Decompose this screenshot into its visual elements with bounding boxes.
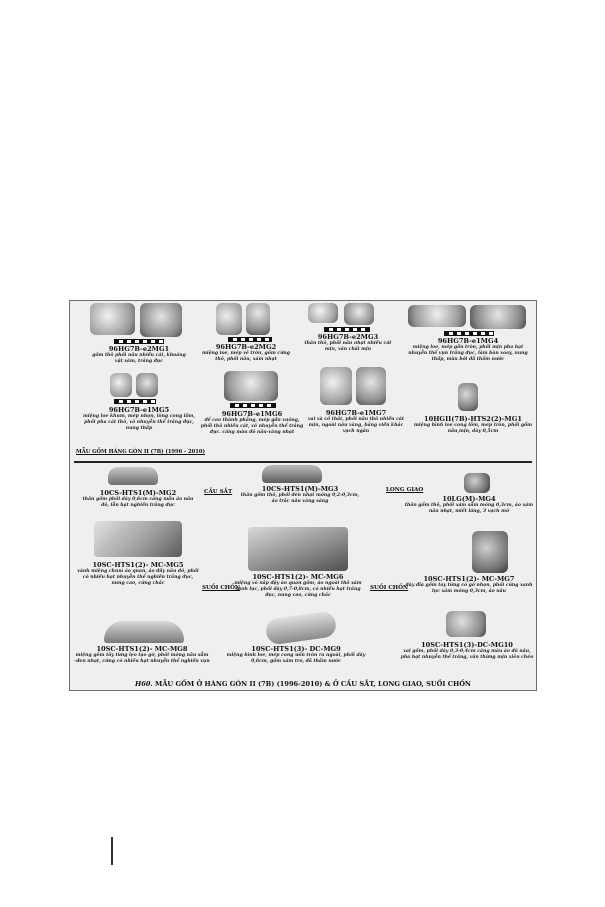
sherd-photo [94, 521, 182, 557]
fragment-description: vai gốm, phối dày 0,3-0,4cm cảng màu áo đỏ nâu, pha hạt nhuyễn thể trắng, văn thừng mịn xiên chéo [400, 649, 534, 660]
fragment-description: miệng gốm tây từng lẹo tạo gờ, phối mỏng nâu sẫm -đen nhạt, cứng có nhiều hạt nhuyễn thể nghiền vụn [74, 653, 210, 664]
fragment-code: 10CS-HTS1(M)-MG3 [261, 485, 339, 493]
fragment-hgii-mg1 [412, 383, 534, 457]
fragment-mg4 [404, 305, 532, 389]
sherd-photo [248, 527, 348, 571]
site-label-long-giao: LONG GIAO [386, 487, 424, 493]
site-label-suoi-chon: SUỐI CHỒN [202, 585, 241, 591]
sherd-photo [472, 531, 508, 573]
fragment-description: vành miệng chum áo quan, áo đầy nâu đỏ, phối có nhiều hạt nhuyễn thể nghiền trắng đục, nung cao, cứng chắc [77, 569, 199, 586]
site-label-suoi-chon: SUỐI CHỒN [370, 585, 409, 591]
upper-panel [70, 301, 536, 461]
fragment-code: 10SC-HTS1(2)- MC-MG5 [92, 561, 184, 569]
scale-bar [230, 403, 276, 408]
fragment-sc-mg5 [76, 521, 200, 597]
fragment-description: thân thô, phối nâu nhạt nhiều cát mịn, văn chải mịn [304, 341, 392, 352]
fragment-description: gốm thô phối nâu nhiều cát, khoáng vật xám, trắng đục [92, 353, 186, 364]
fragment-description: miệng bình loe, mép cong uốn tròn ra ngoài, phối dày 0,6cm, gốm xám tro, đã thẩm nước [226, 653, 366, 664]
sherd-photo [308, 303, 338, 323]
sherd-photo [470, 305, 526, 329]
sherd-photo [262, 465, 322, 483]
fragment-sc-mg10 [398, 611, 536, 673]
fragment-description: thân gốm phối dày 0,6cm cảng mẫu áo nâu đỏ, lẫn hạt nghiền trắng đục [82, 497, 194, 508]
sherd-photo [408, 305, 466, 327]
fragment-description: đáy đĩa gốm tay từng có gờ nhọn, phối cứng xanh lục xám mỏng 0,3cm, áo nâu [405, 583, 533, 594]
group-label: MẪU GỐM HÀNG GÒN II (7B) (1996 - 2010) [76, 449, 205, 455]
fragment-code: 10LG(M)-MG4 [442, 495, 496, 503]
scale-bar [114, 399, 156, 404]
fragment-code: 10SC-HTS1(2)- MC-MG6 [252, 573, 344, 581]
sherd-photo [458, 383, 478, 411]
lower-panel [70, 463, 536, 692]
fragment-description: miệng bình loe cong lõm, mép tròn, phối gốm nâu,mịn, dày 0,5cm [414, 423, 532, 434]
sherd-photo [246, 303, 270, 335]
fragment-mg2 [198, 303, 294, 369]
site-label-cau-sat: CẦU SẮT [204, 489, 233, 495]
fragment-code: 96HG7B-e2MG2 [215, 343, 277, 351]
fragment-description: đế cao thành phẳng, mép gần vuông, phối thô nhiều cát, vỏ nhuyễn thể trắng đục. cảng màu đỏ nâu-vàng nhạt [200, 418, 304, 435]
sherd-photo [344, 303, 374, 325]
fragment-description: thân gốm thô, phối xám sẫm mỏng 0,3cm, áo xám nâu nhạt, miết láng, 3 vạch mờ [404, 503, 534, 514]
sherd-photo [110, 373, 132, 397]
scale-bar [444, 331, 494, 336]
fragment-mg6 [198, 371, 306, 455]
sherd-photo [108, 467, 158, 485]
figure-caption [70, 680, 536, 688]
scale-bar [228, 337, 272, 342]
sherd-photo [224, 371, 278, 401]
sherd-photo [320, 367, 352, 405]
fragment-code: 96HG7B-e2MG3 [317, 333, 379, 341]
sherd-photo [216, 303, 242, 335]
fragment-sc-mg7 [400, 531, 534, 603]
sherd-photo [446, 611, 486, 637]
fragment-code: 96HG7B-e1MG4 [437, 337, 499, 345]
scale-bar [114, 339, 164, 344]
scale-bar [324, 327, 370, 332]
figure-plate [69, 300, 537, 691]
sherd-photo [104, 621, 184, 643]
fragment-mg1 [84, 303, 194, 365]
sherd-photo [90, 303, 135, 335]
fragment-description: miệng loe, mép vê tròn, gốm cứng thô, phối nâu, xám nhạt [202, 351, 290, 362]
fragment-description: thân gốm thô, phối đen nhạt mỏng 0,2-0,3cm, áo trắc nâu vàng sáng [240, 493, 360, 504]
fragment-code: 10SC-HTS1(2)- MC-MG8 [96, 645, 188, 653]
fragment-code: 10SC-HTS1(3)- DC-MG9 [251, 645, 341, 653]
fragment-sc-mg9 [226, 621, 366, 673]
fragment-code: 10CS-HTS1(M)-MG2 [99, 489, 177, 497]
fragment-code: 10SC-HTS1(3)-DC-MG10 [421, 641, 513, 649]
fragment-sc-mg8 [74, 625, 210, 671]
fragment-mg5 [80, 373, 198, 449]
fragment-description: vai và cổ thắt, phối nâu thô nhiều cát mịn, ngoài nâu vàng, bằng viền khắc vạch ngắn [308, 417, 404, 434]
fragment-mg3 [302, 303, 394, 365]
sherd-photo [265, 610, 338, 645]
fragment-cs-mg3 [238, 465, 362, 535]
fragment-code: 10HGII(7B)-HTS2(2)-MG1 [424, 415, 522, 423]
fragment-code: 96HG7B-e1MG6 [221, 410, 283, 418]
fragment-description: miệng vò nắp đậy áo quan gốm, áo ngoài thô xám xanh lục, phối dày 0,7-0,8cm, có nhiều hạt trắng đục, nung cao, cứng chắc [234, 581, 362, 598]
figure-number: H60. [135, 680, 153, 688]
sherd-photo [136, 373, 158, 397]
fragment-code: 96HG7B-e2MG1 [108, 345, 170, 353]
fragment-code: 10SC-HTS1(2)- MC-MG7 [423, 575, 515, 583]
sherd-photo [464, 473, 490, 493]
fragment-mg7 [306, 367, 406, 457]
fragment-code: 96HG7B-e1MG7 [325, 409, 387, 417]
fragment-code: 96HG7B-e1MG5 [108, 406, 170, 414]
sherd-photo [140, 303, 182, 337]
sherd-photo [356, 367, 386, 405]
fragment-sc-mg6 [232, 527, 364, 607]
figure-caption-text: MẪU GỐM Ở HÀNG GÒN II (7B) (1996-2010) & Ở CẦU SẮT, LONG GIAO, SUỐI CHỒN [155, 680, 471, 688]
fragment-lg-mg4 [404, 473, 534, 533]
page-margin-rule [111, 837, 113, 865]
fragment-description: miệng loe khum, mép nhọn, lòng cong lõm, phối pha cát thô, vỏ nhuyễn thể trắng đục, nung thấp [82, 414, 196, 431]
fragment-description: miệng loe, mép gần tròn, phối mịn pha hạt nhuyễn thể vụn trắng đục, làm bàn xoay, nung thấp, màu bởi đã thẩm nước [408, 345, 528, 362]
